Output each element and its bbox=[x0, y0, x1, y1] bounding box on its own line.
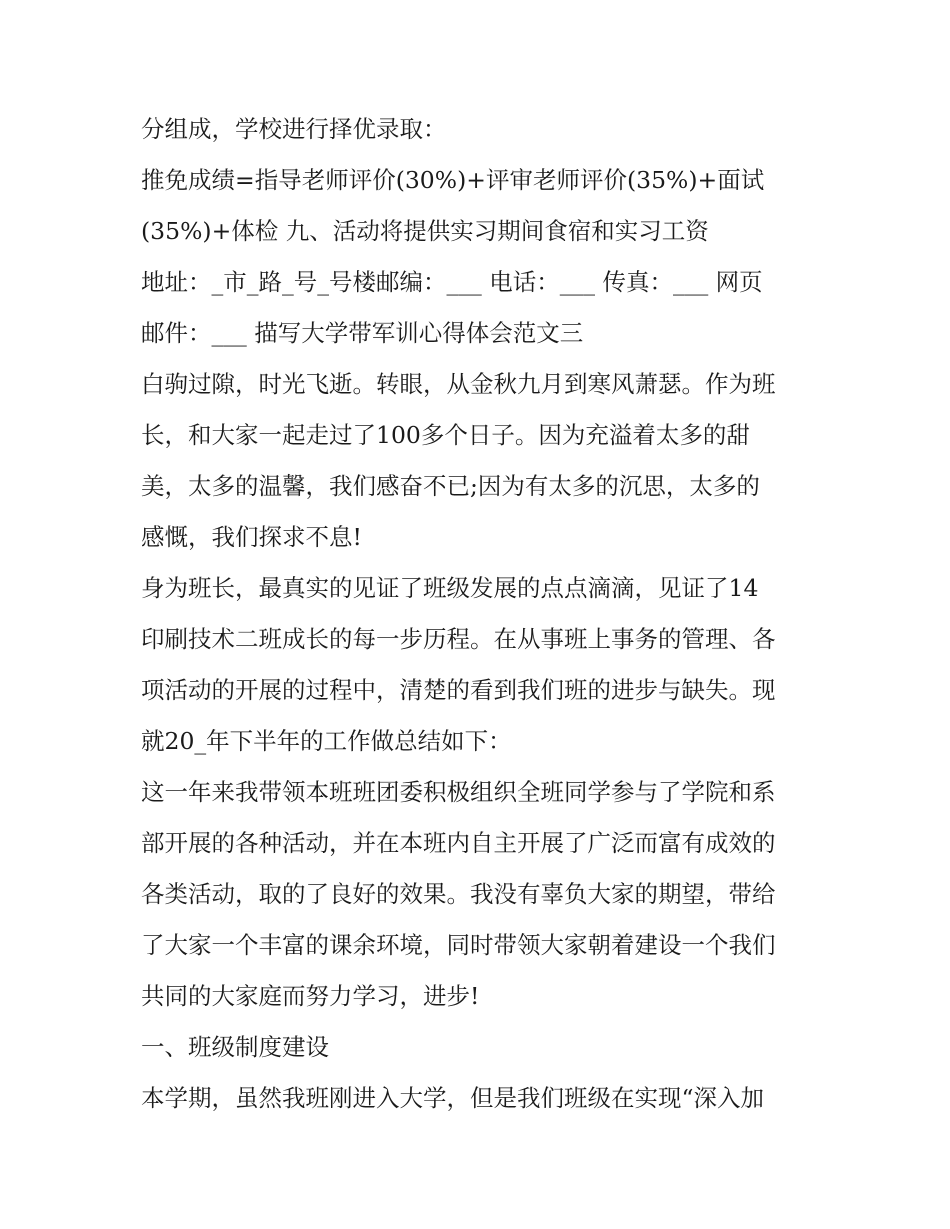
section-heading: 一、班级制度建设 bbox=[141, 1033, 329, 1061]
text-line: 长，和大家一起走过了100多个日子。因为充溢着太多的甜 bbox=[141, 421, 750, 449]
text-line: 就20_年下半年的工作做总结如下： bbox=[141, 727, 512, 755]
text-line: 分组成，学校进行择优录取： bbox=[141, 115, 447, 143]
text-line: 共同的大家庭而努力学习，进步! bbox=[141, 982, 480, 1010]
text-line: 美，太多的温馨，我们感奋不已;因为有太多的沉思，太多的 bbox=[141, 472, 760, 500]
text-line: 项活动的开展的过程中，清楚的看到我们班的进步与缺失。现 bbox=[141, 676, 776, 704]
text-line: 地址：_市_路_号_号楼邮编：___ 电话：___ 传真：___ 网页 bbox=[141, 268, 763, 296]
text-line: 邮件：___ 描写大学带军训心得体会范文三 bbox=[141, 319, 584, 347]
text-line: (35%)+体检 九、活动将提供实习期间食宿和实习工资 bbox=[141, 217, 709, 245]
text-line: 本学期，虽然我班刚进入大学，但是我们班级在实现“深入加 bbox=[141, 1084, 765, 1112]
text-line: 推免成绩=指导老师评价(30%)+评审老师评价(35%)+面试 bbox=[141, 166, 765, 194]
text-line: 白驹过隙，时光飞逝。转眼，从金秋九月到寒风萧瑟。作为班 bbox=[141, 370, 776, 398]
text-line: 印刷技术二班成长的每一步历程。在从事班上事务的管理、各 bbox=[141, 625, 776, 653]
text-line: 部开展的各种活动，并在本班内自主开展了广泛而富有成效的 bbox=[141, 829, 776, 857]
text-line: 这一年来我带领本班班团委积极组织全班同学参与了学院和系 bbox=[141, 778, 776, 806]
document-body bbox=[141, 104, 821, 1124]
text-line: 身为班长，最真实的见证了班级发展的点点滴滴，见证了14 bbox=[141, 574, 759, 602]
text-line: 感慨，我们探求不息! bbox=[141, 523, 362, 551]
text-line: 各类活动，取的了良好的效果。我没有辜负大家的期望，带给 bbox=[141, 880, 776, 908]
text-line: 了大家一个丰富的课余环境，同时带领大家朝着建设一个我们 bbox=[141, 931, 776, 959]
